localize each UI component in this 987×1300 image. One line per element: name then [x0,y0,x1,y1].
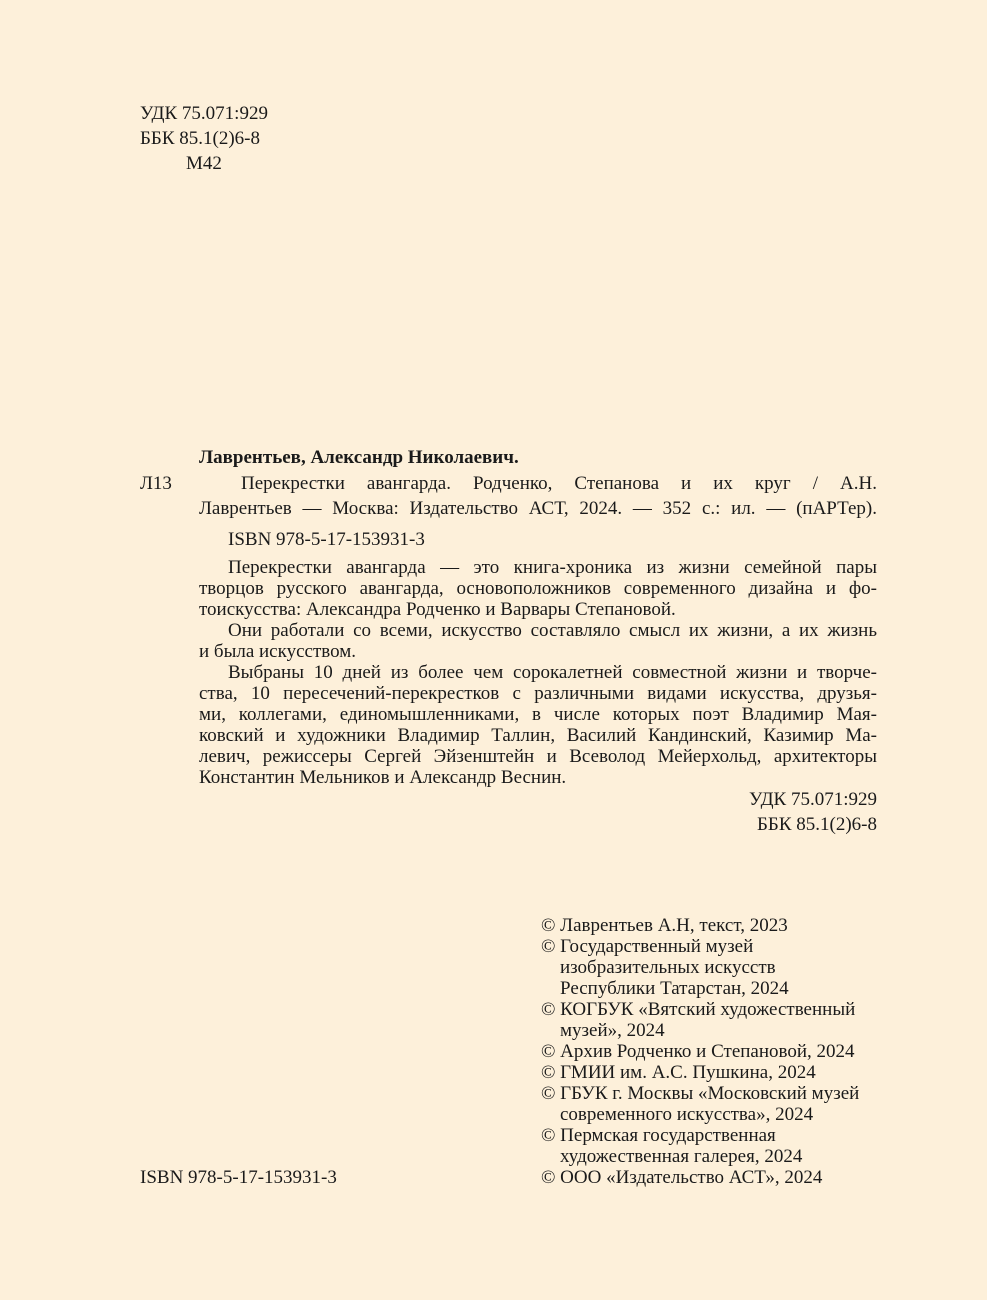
top-udk: УДК 75.071:929 [140,103,268,124]
annotation-line: ства, 10 пересечений-перекрестков с различными видами искусства, друзья- [199,683,877,704]
annotation-line: и была искусством. [199,641,357,662]
card-isbn: ISBN 978-5-17-153931-3 [228,529,425,550]
copyright-line: художественная галерея, 2024 [560,1146,803,1167]
copyright-line: музей», 2024 [560,1020,665,1041]
annotation-line: ми, коллегами, единомышленниками, в числе которых поэт Владимир Мая- [199,704,877,725]
annotation-line: Выбраны 10 дней из более чем сорокалетней совместной жизни и творче- [228,662,877,683]
card-udk: УДК 75.071:929 [749,789,877,810]
copyright-line: © Государственный музей [541,936,754,957]
copyright-line: © ГМИИ им. А.С. Пушкина, 2024 [541,1062,816,1083]
copyright-line: Республики Татарстан, 2024 [560,978,789,999]
copyright-line: © Лаврентьев А.Н, текст, 2023 [541,915,788,936]
annotation-line: левич, режиссеры Сергей Эйзенштейн и Всеволод Мейерхольд, архитекторы [199,746,877,767]
annotation-line: Перекрестки авангарда — это книга-хроника из жизни семейной пары [228,557,877,578]
copyright-line: © ООО «Издательство АСТ», 2024 [541,1167,823,1188]
top-bbk: ББК 85.1(2)6-8 [140,128,260,149]
annotation-line: тоискусства: Александра Родченко и Варвары Степановой. [199,599,676,620]
annotation-line: Константин Мельников и Александр Веснин. [199,767,567,788]
copyright-line: © Архив Родченко и Степановой, 2024 [541,1041,855,1062]
top-author-mark: М42 [186,153,222,174]
copyright-line: современного искусства», 2024 [560,1104,814,1125]
annotation-line: ковский и художники Владимир Таллин, Василий Кандинский, Казимир Ма- [199,725,877,746]
bottom-isbn: ISBN 978-5-17-153931-3 [140,1167,337,1188]
title-line-2: Лаврентьев — Москва: Издательство АСТ, 2024. — 352 с.: ил. — (пАРТер). [199,498,877,519]
annotation-line: Они работали со всеми, искусство составляло смысл их жизни, а их жизнь [228,620,877,641]
annotation-line: творцов русского авангарда, основоположников современного дизайна и фо- [199,578,877,599]
copyright-line: © Пермская государственная [541,1125,776,1146]
copyright-line: © КОГБУК «Вятский художественный [541,999,856,1020]
copyright-line: изобразительных искусств [560,957,776,978]
author-heading: Лаврентьев, Александр Николаевич. [199,447,519,468]
title-line-1: Перекрестки авангарда. Родченко, Степанова и их круг / А.Н. [241,473,877,494]
copyright-line: © ГБУК г. Москвы «Московский музей [541,1083,860,1104]
card-bbk: ББК 85.1(2)6-8 [757,814,877,835]
call-mark: Л13 [140,473,172,494]
